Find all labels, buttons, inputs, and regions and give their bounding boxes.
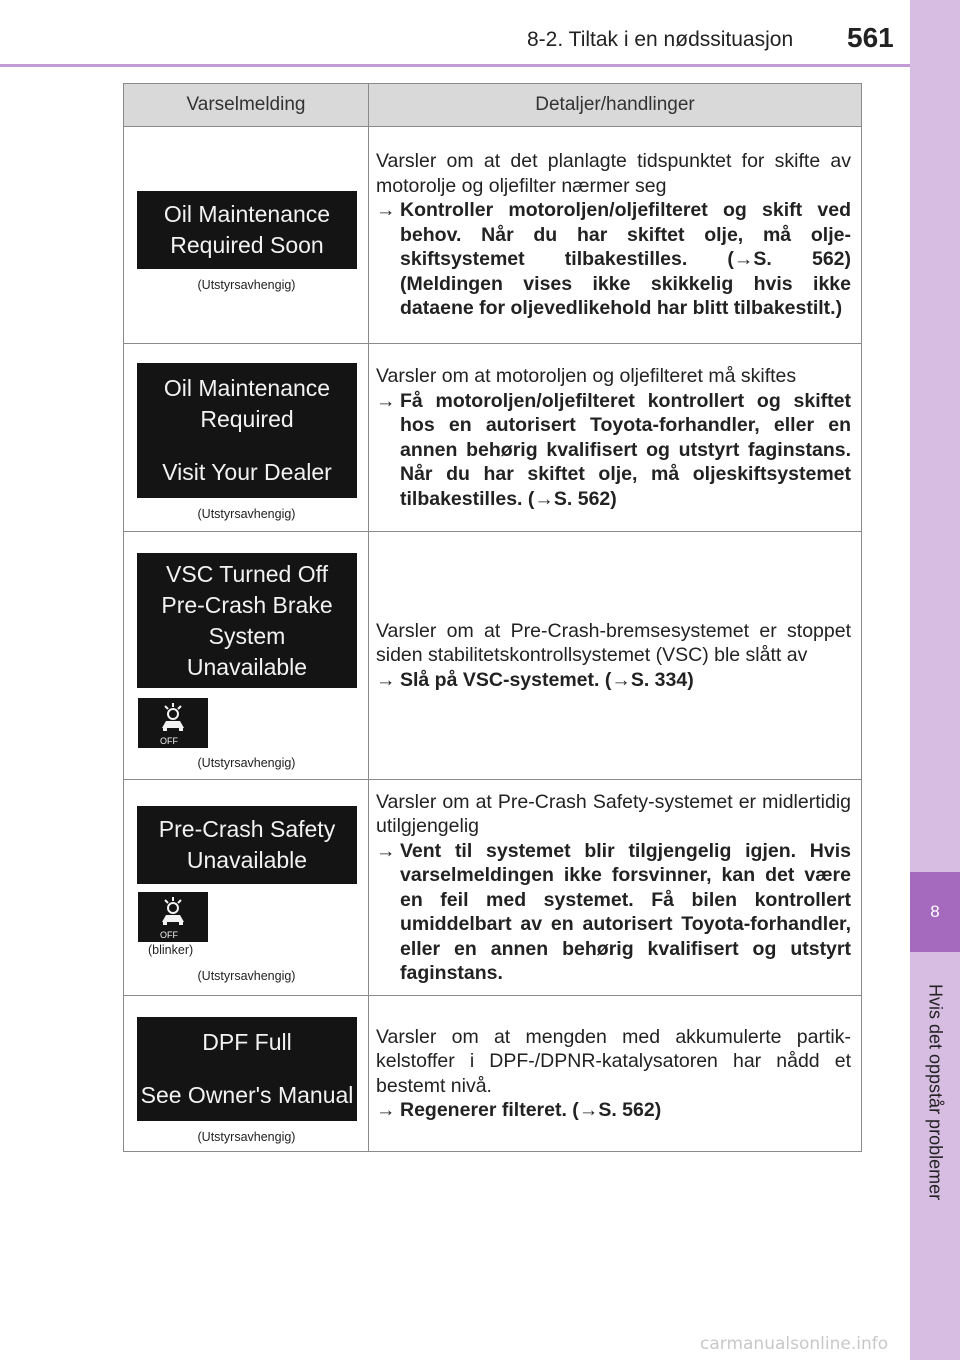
display-text-line: Oil Maintenance (163, 201, 331, 227)
icon-off-label: OFF (160, 930, 178, 940)
table-row (124, 780, 862, 996)
action-instruction (376, 839, 851, 986)
chapter-title-container (910, 962, 960, 1222)
table-row (124, 127, 862, 344)
display-text-line: Unavailable (186, 653, 308, 680)
display-screen-image (137, 1017, 357, 1121)
display-text-line: Pre-Crash Brake (161, 591, 333, 618)
details-cell (369, 996, 862, 1152)
display-text-line: Pre-Crash Safety (158, 816, 336, 842)
message-image-cell (124, 127, 369, 344)
arrow-icon: → (376, 839, 396, 862)
arrow-icon: → (376, 1099, 396, 1121)
display-screen-image (137, 806, 357, 884)
section-title: 8-2. Tiltak i en nødssituasjon (527, 28, 794, 51)
display-text-line: Required (200, 406, 294, 432)
header-divider (0, 64, 910, 67)
display-text-line: Visit Your Dealer (162, 459, 332, 485)
message-image-cell (124, 344, 369, 532)
reference-arrow-icon: → (534, 487, 554, 510)
table-row (124, 344, 862, 532)
blinking-note: (blinker) (148, 943, 194, 957)
action-text-cont: S. 334) (630, 668, 694, 691)
display-text-line: DPF Full (202, 1029, 292, 1055)
message-image-cell (124, 780, 369, 996)
table-header-row (124, 84, 862, 127)
optional-equipment-note: (Utstyrsavhengig) (197, 278, 296, 292)
chapter-number: 8 (910, 872, 960, 952)
display-screen-image (137, 363, 357, 498)
display-text-line: Required Soon (170, 232, 324, 258)
message-image-cell (124, 996, 369, 1152)
details-cell (369, 780, 862, 996)
action-instruction (376, 1098, 851, 1123)
action-instruction (376, 668, 851, 693)
page-number: 561 (847, 22, 894, 53)
optional-equipment-note: (Utstyrsavhengig) (197, 1130, 296, 1144)
chapter-title: Hvis det oppstår problemer (925, 983, 946, 1201)
action-text-cont: S. 562) (598, 1099, 662, 1121)
warning-message-table (123, 83, 862, 1152)
description-text: Varsler om at mengden med akkumulerte partikkelstoffer i DPF-/DPNR-katalysatoren har nådd et bestemt nivå. (376, 1025, 851, 1097)
action-text: Regenerer filteret. ( (400, 1099, 579, 1121)
display-text-line: VSC Turned Off (166, 560, 328, 587)
display-text-line: Oil Maintenance (163, 375, 331, 401)
icon-off-label: OFF (160, 736, 178, 746)
arrow-icon: → (376, 668, 396, 691)
optional-equipment-note: (Utstyrsavhengig) (197, 969, 296, 983)
action-text-cont: S. 562) (Meldingen vises ikke skikkelig hvis ikke dataene for oljevedlikehold har blitt tilbakestilt.) (400, 248, 852, 320)
description-text: Varsler om at motoroljen og oljefilteret må skiftes (376, 365, 797, 387)
display-text-line: Unavailable (186, 847, 308, 873)
pre-crash-off-icon (138, 892, 208, 942)
details-cell (369, 344, 862, 532)
pre-crash-off-icon (138, 698, 208, 748)
column-header-message: Varselmelding (124, 84, 369, 127)
message-image-cell (124, 532, 369, 780)
reference-arrow-icon: → (578, 1099, 599, 1121)
table-row (124, 532, 862, 780)
reference-arrow-icon: → (611, 668, 631, 691)
action-text: Vent til systemet blir tilgjengelig igjen. Hvis varselmeldingen ikke forsvinner, kan det være en feil med systemet. Få bilen kontrollert umiddelbart av en autorisert Toyota-forhandler, eller en annen behørig kvalifisert og utstyrt faginstans. (400, 839, 851, 984)
arrow-icon: → (376, 199, 396, 222)
description-text: Varsler om at Pre-Crash Safety-systemet er midlertidig utilgjengelig (376, 790, 851, 837)
optional-equipment-note: (Utstyrsavhengig) (197, 756, 296, 770)
action-text-cont: S. 562) (553, 487, 617, 510)
optional-equipment-note: (Utstyrsavhengig) (197, 507, 296, 521)
description-text: Varsler om at Pre-Crash-bremsesystemet er stoppet siden stabilitetskontrollsystemet (VSC) ble slått av (376, 619, 851, 667)
details-cell (369, 532, 862, 780)
arrow-icon: → (376, 389, 396, 412)
watermark: carmanualsonline.info (700, 1334, 889, 1354)
display-text-line: System (208, 622, 286, 649)
action-text: Slå på VSC-systemet. ( (400, 668, 612, 691)
action-instruction (376, 389, 851, 512)
display-screen-image (137, 191, 357, 269)
display-text-line: See Owner's Manual (140, 1082, 354, 1108)
description-text: Varsler om at det planlagte tidspunktet for skifte av motorolje og oljefilter nærmer seg (376, 150, 851, 197)
display-screen-image (137, 553, 357, 688)
column-header-details: Detaljer/handlinger (369, 84, 862, 127)
reference-arrow-icon: → (733, 248, 754, 271)
action-text: Kontroller motoroljen/oljefilteret og skift ved behov. Når du har skiftet olje, må oljeskiftsystemet tilbakestilles. ( (400, 199, 851, 271)
action-text: Få motoroljen/oljefilteret kontrollert og skiftet hos en autorisert Toyota-forhandler, eller en annen behørig kvalifisert og utstyrt faginstans. Når du har skiftet olje, må oljeskiftsystemet tilbakestilles. ( (400, 389, 851, 510)
details-cell (369, 127, 862, 344)
action-instruction (376, 198, 851, 321)
table-row (124, 996, 862, 1152)
